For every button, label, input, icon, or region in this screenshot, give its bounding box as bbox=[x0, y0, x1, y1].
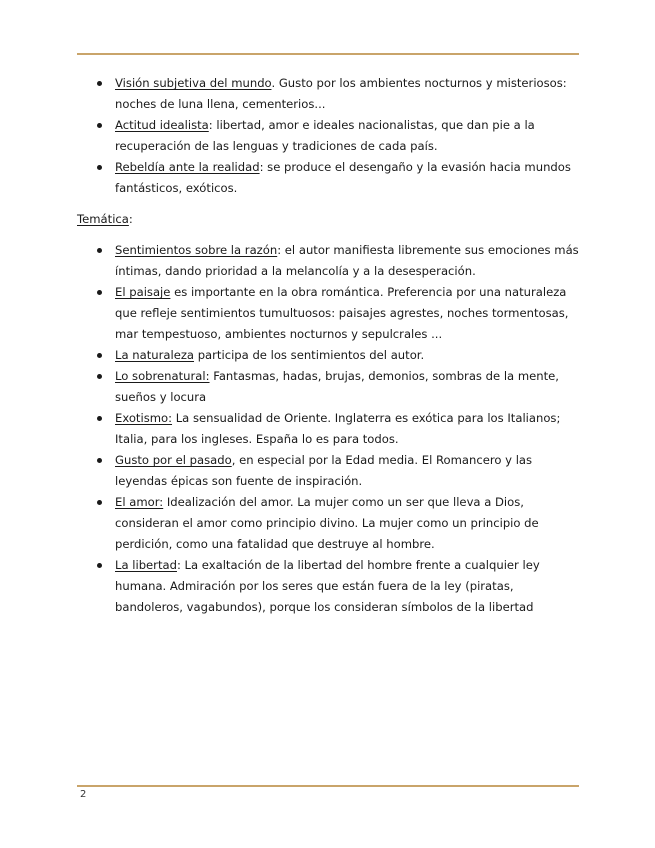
list-item-term: Visión subjetiva del mundo bbox=[115, 76, 272, 90]
list-item bbox=[77, 73, 582, 115]
list-item-text: . Gusto por los ambientes nocturnos y misteriosos: noches de luna llena, cementerios... bbox=[115, 76, 567, 111]
list-item-term: Lo sobrenatural: bbox=[115, 369, 210, 383]
list-item bbox=[77, 282, 582, 345]
list-item bbox=[77, 450, 582, 492]
list-item-term: El amor: bbox=[115, 495, 164, 509]
list-item-term: La libertad bbox=[115, 558, 177, 572]
list-item bbox=[77, 492, 582, 555]
list-item-term: Sentimientos sobre la razón bbox=[115, 243, 278, 257]
section-heading-tematica: Temática: bbox=[77, 212, 133, 226]
list-item-term: Exotismo: bbox=[115, 411, 173, 425]
tematica-list bbox=[77, 240, 582, 618]
intro-list bbox=[77, 73, 582, 199]
list-item-text: participa de los sentimientos del autor. bbox=[194, 348, 425, 362]
header-rule bbox=[77, 53, 579, 55]
list-item bbox=[77, 115, 582, 157]
document-body bbox=[77, 73, 582, 618]
list-item-text: Fantasmas, hadas, brujas, demonios, sombras de la mente, sueños y locura bbox=[115, 369, 559, 404]
list-item bbox=[77, 408, 582, 450]
list-item bbox=[77, 240, 582, 282]
list-item-text: Idealización del amor. La mujer como un ser que lleva a Dios, consideran el amor como principio divino. La mujer como un principio de perdición, como una fatalidad que destruye al hombre. bbox=[115, 495, 539, 551]
list-item-text: La sensualidad de Oriente. Inglaterra es exótica para los Italianos; Italia, para los ingleses. España lo es para todos. bbox=[115, 411, 561, 446]
list-item-term: La naturaleza bbox=[115, 348, 195, 362]
list-item-text: es importante en la obra romántica. Preferencia por una naturaleza que refleje sentimientos tumultuosos: paisajes agrestes, noches tormentosas, mar tempestuoso, ambientes nocturnos y sepulcrales ... bbox=[115, 285, 569, 341]
footer-rule bbox=[77, 785, 579, 787]
page-number: 2 bbox=[80, 789, 87, 800]
list-item-term: El paisaje bbox=[115, 285, 171, 299]
list-item bbox=[77, 555, 582, 618]
list-item-text: : se produce el desengaño y la evasión hacia mundos fantásticos, exóticos. bbox=[115, 160, 571, 195]
list-item-text: : el autor manifiesta libremente sus emociones más íntimas, dando prioridad a la melancolía y a la desesperación. bbox=[115, 243, 579, 278]
list-item-term: Rebeldía ante la realidad bbox=[115, 160, 260, 174]
list-item bbox=[77, 157, 582, 199]
list-item-term: Gusto por el pasado bbox=[115, 453, 232, 467]
list-item-term: Actitud idealista bbox=[115, 118, 209, 132]
list-item-text: : La exaltación de la libertad del hombre frente a cualquier ley humana. Admiración por los seres que están fuera de la ley (piratas, bandoleros, vagabundos), porque los consideran símbolos de la libertad bbox=[115, 558, 540, 614]
list-item-text: : libertad, amor e ideales nacionalistas, que dan pie a la recuperación de las lenguas y tradiciones de cada país. bbox=[115, 118, 535, 153]
list-item-text: , en especial por la Edad media. El Romancero y las leyendas épicas son fuente de inspiración. bbox=[115, 453, 533, 488]
list-item bbox=[77, 345, 582, 366]
list-item bbox=[77, 366, 582, 408]
